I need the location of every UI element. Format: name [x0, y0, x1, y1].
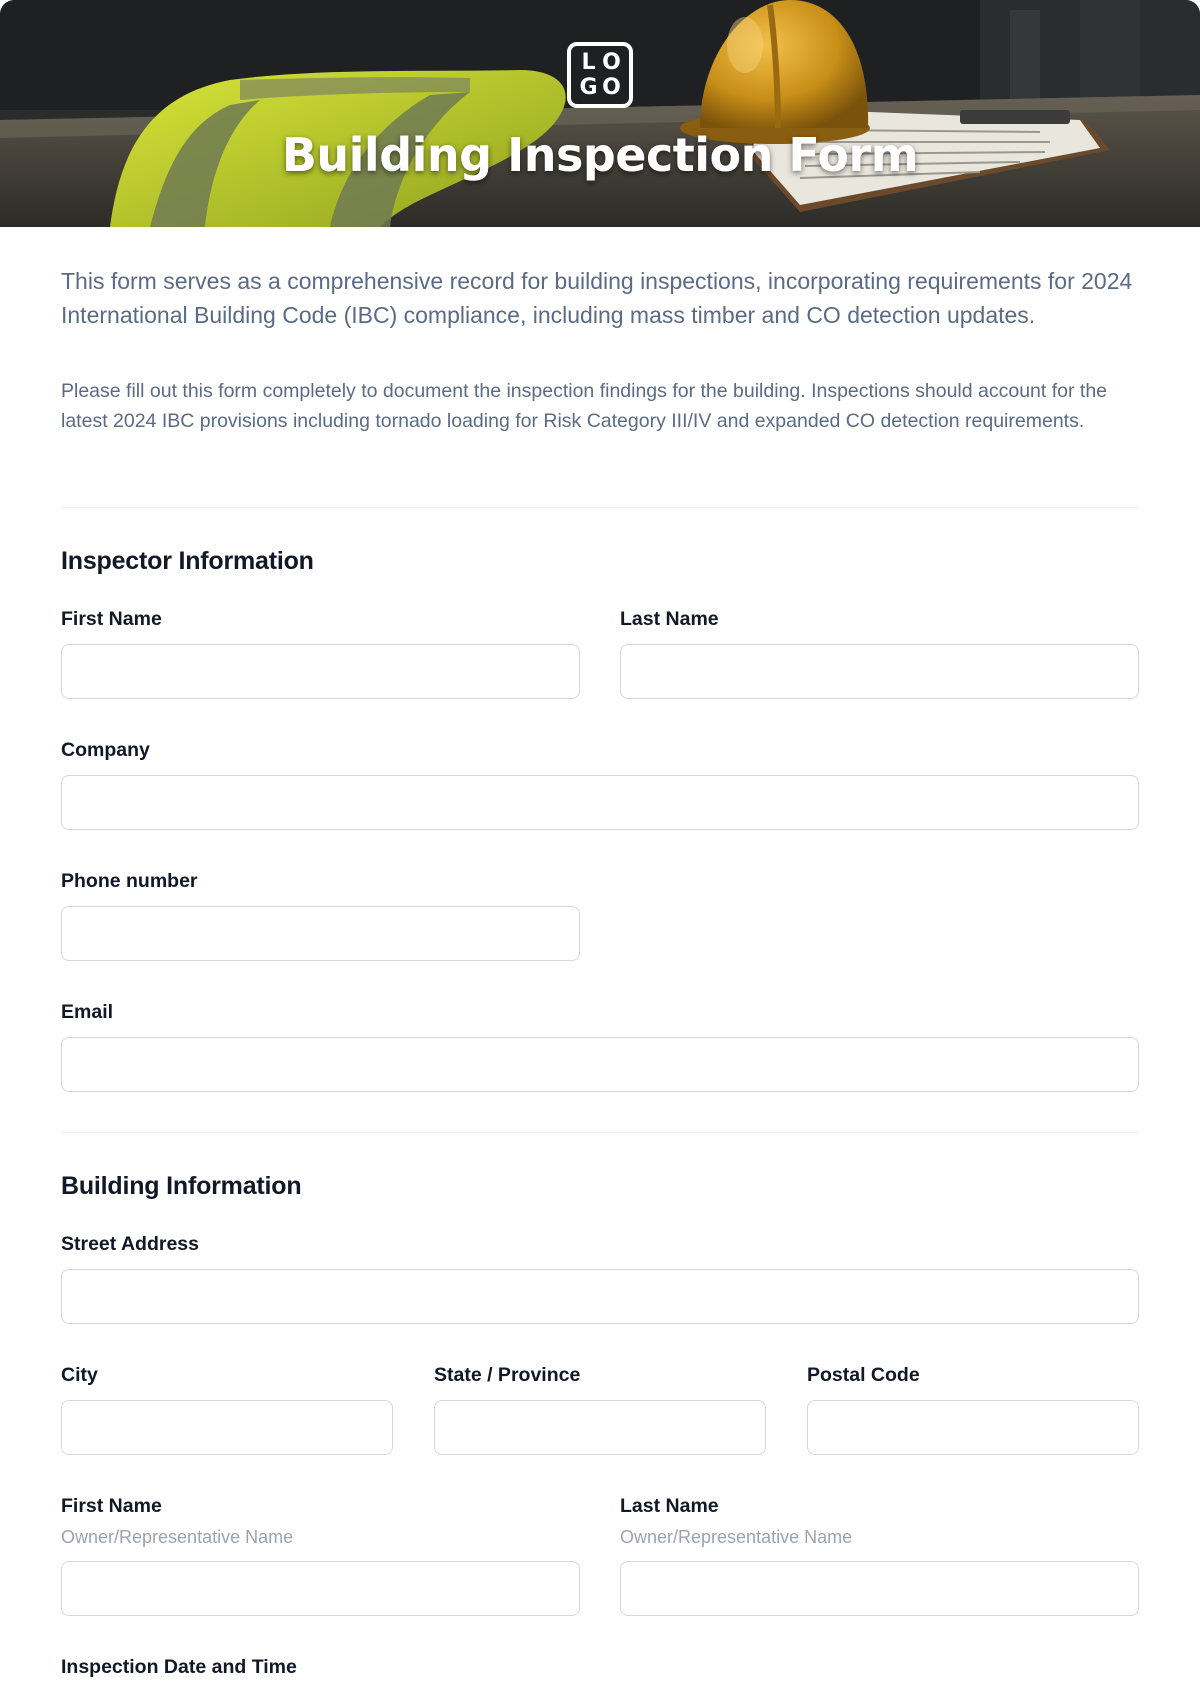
owner-first-name-field — [61, 1495, 580, 1616]
hero-banner — [0, 0, 1200, 227]
logo-letter: O — [602, 49, 621, 75]
phone-input[interactable] — [61, 906, 580, 961]
owner-name-row — [61, 1495, 1139, 1616]
field-label: Street Address — [61, 1233, 199, 1255]
inspection-datetime-field — [61, 1656, 1139, 1679]
field-label: First Name — [61, 1495, 162, 1517]
form-title: Building Inspection Form — [281, 128, 919, 182]
city-field — [61, 1364, 393, 1455]
inspector-first-name-field — [61, 608, 580, 699]
owner-first-name-input[interactable] — [61, 1561, 580, 1616]
owner-last-name-input[interactable] — [620, 1561, 1139, 1616]
field-label: Last Name — [620, 1495, 719, 1517]
logo-letter: G — [579, 74, 598, 100]
email-field — [61, 1001, 1139, 1092]
field-label: Email — [61, 1001, 114, 1023]
form-body — [61, 227, 1139, 1679]
field-label: Inspection Date and Time — [61, 1656, 297, 1678]
city-input[interactable] — [61, 1400, 393, 1455]
field-label: City — [61, 1364, 98, 1386]
city-state-postal-row — [61, 1364, 1139, 1455]
section-title-inspector: Inspector Information — [61, 547, 314, 575]
inspector-name-row — [61, 608, 1139, 699]
postal-code-input[interactable] — [807, 1400, 1139, 1455]
form-instructions: Please fill out this form completely to document the inspection findings for the building. Inspections should account for the latest 2024 IBC provisions including tornado loading for Risk Category III/IV and expanded CO detection requirements. — [61, 380, 1108, 432]
owner-last-name-field — [620, 1495, 1139, 1616]
field-sublabel: Owner/Representative Name — [61, 1527, 294, 1547]
section-divider — [61, 1132, 1139, 1133]
inspector-first-name-input[interactable] — [61, 644, 580, 699]
state-field — [434, 1364, 766, 1455]
logo-letter: L — [581, 49, 596, 75]
section-divider — [61, 507, 1139, 508]
postal-code-field — [807, 1364, 1139, 1455]
field-sublabel: Owner/Representative Name — [620, 1527, 853, 1547]
street-address-field — [61, 1233, 1139, 1324]
email-input[interactable] — [61, 1037, 1139, 1092]
inspector-last-name-input[interactable] — [620, 644, 1139, 699]
phone-field — [61, 870, 580, 961]
section-title-building: Building Information — [61, 1172, 302, 1200]
logo-letter: O — [602, 74, 621, 100]
field-label: First Name — [61, 608, 162, 630]
field-label: State / Province — [434, 1364, 581, 1386]
state-input[interactable] — [434, 1400, 766, 1455]
inspector-last-name-field — [620, 608, 1139, 699]
street-address-input[interactable] — [61, 1269, 1139, 1324]
field-label: Postal Code — [807, 1364, 920, 1386]
field-label: Last Name — [620, 608, 719, 630]
field-label: Company — [61, 739, 150, 761]
field-label: Phone number — [61, 870, 198, 892]
form-intro: This form serves as a comprehensive record for building inspections, incorporating requirements for 2024 International Building Code (IBC) compliance, including mass timber and CO detection updates. — [61, 268, 1133, 328]
logo — [567, 42, 633, 108]
company-input[interactable] — [61, 775, 1139, 830]
hero-photo — [0, 0, 1200, 227]
company-field — [61, 739, 1139, 830]
